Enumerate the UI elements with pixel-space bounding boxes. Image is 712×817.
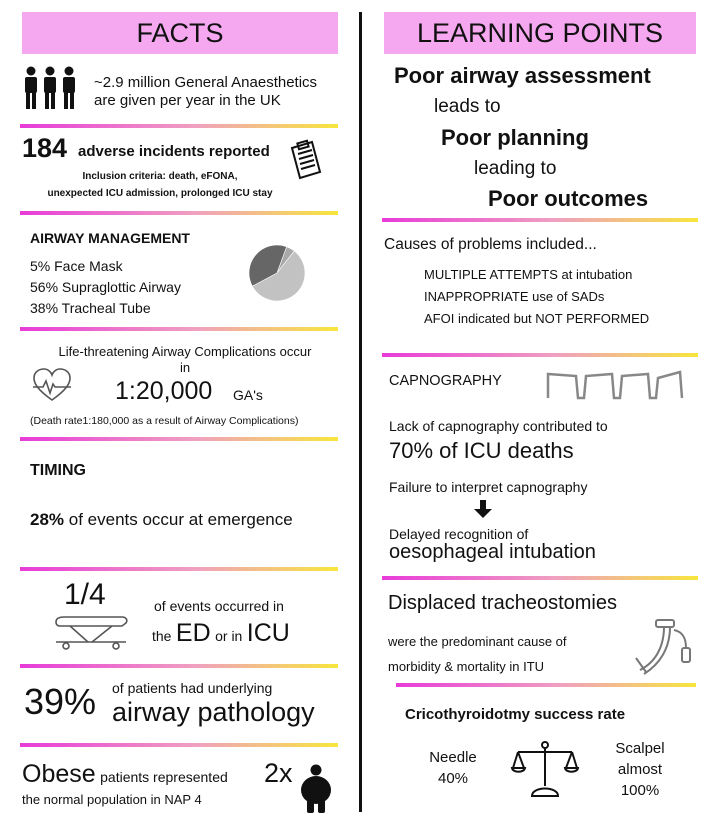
heart-pulse-icon — [32, 368, 72, 402]
crico-scalpel — [600, 738, 680, 801]
crico-title: Cricothyroidotmy success rate — [405, 706, 626, 723]
location-icu: ICU — [246, 619, 290, 647]
timing-text — [30, 510, 293, 530]
cause-item: MULTIPLE ATTEMPTS at intubation — [424, 267, 633, 282]
capnography-delayed: Delayed recognition of — [389, 526, 529, 542]
death-rate: (Death rate1:180,000 as a result of Airway Complications) — [30, 415, 299, 427]
crico-needle — [418, 747, 488, 789]
capnography-deaths: 70% of ICU deaths — [389, 438, 574, 463]
divider-gradient — [382, 576, 698, 580]
location-places — [152, 619, 290, 648]
scalpel-label: Scalpel — [615, 740, 665, 757]
complications-ratio: 1:20,000 — [115, 377, 213, 405]
complications-unit: GA's — [233, 387, 263, 403]
facts-header: FACTS — [22, 12, 338, 54]
timing-desc: of events occur at emergence — [68, 510, 293, 529]
tracheostomy-line1: were the predominant cause of — [388, 634, 567, 649]
pathology-text2: airway pathology — [112, 697, 315, 727]
airway-item: 38% Tracheal Tube — [30, 300, 151, 316]
criteria-line2: unexpected ICU admission, prolonged ICU stay — [47, 188, 273, 199]
causes-title: Causes of problems included... — [384, 236, 597, 253]
needle-percent: 40% — [437, 770, 469, 787]
clipboard-icon — [286, 138, 324, 180]
obese-text1: patients represented — [100, 769, 228, 785]
divider-gradient — [20, 743, 338, 747]
timing-percent: 28% — [30, 510, 65, 529]
learning-line-leads: leads to — [434, 96, 501, 117]
tracheostomy-text — [388, 629, 567, 679]
capnography-oeso: oesophageal intubation — [389, 541, 596, 563]
criteria-line1: Inclusion criteria: death, eFONA, — [82, 171, 238, 182]
divider-gradient — [396, 683, 696, 687]
divider-gradient — [20, 327, 338, 331]
divider-gradient — [20, 124, 338, 128]
learning-line-outcomes: Poor outcomes — [488, 186, 649, 211]
location-fraction: 1/4 — [64, 578, 106, 611]
divider-gradient — [382, 353, 698, 357]
obese-times: 2x — [264, 758, 293, 788]
ga-line1: ~2.9 million General Anaesthetics — [94, 74, 318, 91]
capnography-title: CAPNOGRAPHY — [389, 373, 502, 389]
pathology-text1: of patients had underlying — [112, 680, 273, 696]
ga-line2: are given per year in the UK — [94, 92, 281, 109]
incident-criteria — [40, 168, 280, 202]
scales-icon — [512, 740, 578, 798]
stretcher-icon — [52, 614, 130, 650]
airway-item: 56% Supraglottic Airway — [30, 279, 181, 295]
obese-word: Obese — [22, 760, 96, 788]
obese-text2: the normal population in NAP 4 — [22, 792, 202, 807]
divider-gradient — [20, 664, 338, 668]
ga-text — [94, 74, 317, 110]
capnography-failure: Failure to interpret capnography — [389, 479, 588, 495]
complications-line1: Life-threatening Airway Complications occur — [58, 344, 312, 359]
incident-count: 184 — [22, 133, 68, 163]
learning-line-leading: leading to — [474, 158, 557, 179]
tracheostomy-title: Displaced tracheostomies — [388, 592, 617, 614]
location-ed: ED — [175, 619, 211, 647]
cause-item: INAPPROPRIATE use of SADs — [424, 289, 605, 304]
people-icon — [22, 66, 78, 110]
scalpel-percent: 100% — [620, 782, 660, 799]
airway-title: AIRWAY MANAGEMENT — [30, 230, 190, 246]
divider-gradient — [20, 211, 338, 215]
divider-gradient — [20, 437, 338, 441]
scalpel-almost: almost — [617, 761, 663, 778]
airway-item: 5% Face Mask — [30, 258, 123, 274]
incident-label: adverse incidents reported — [78, 143, 270, 160]
learning-line-assessment: Poor airway assessment — [394, 63, 651, 88]
cause-item: AFOI indicated but NOT PERFORMED — [424, 311, 650, 326]
down-arrow-icon — [473, 499, 493, 519]
tracheostomy-tube-icon — [628, 618, 694, 676]
capnography-lack: Lack of capnography contributed to — [389, 418, 608, 434]
complications-line2: in — [179, 360, 191, 375]
airway-list — [30, 256, 181, 319]
needle-label: Needle — [429, 749, 477, 766]
obese-person-icon — [298, 764, 334, 814]
location-text1: of events occurred in — [154, 598, 284, 614]
location-orin: or in — [215, 628, 243, 644]
location-the: the — [152, 628, 172, 644]
pathology-percent: 39% — [24, 681, 97, 722]
column-divider — [359, 12, 362, 812]
causes-list — [424, 264, 649, 330]
capnography-waveform-icon — [546, 368, 686, 400]
tracheostomy-line2: morbidity & mortality in ITU — [388, 659, 545, 674]
divider-gradient — [20, 567, 338, 571]
divider-gradient — [382, 218, 698, 222]
learning-line-planning: Poor planning — [441, 125, 589, 150]
obese-line1 — [22, 760, 228, 789]
timing-title: TIMING — [30, 462, 86, 479]
learning-header: LEARNING POINTS — [384, 12, 696, 54]
airway-pie-chart — [248, 244, 306, 302]
